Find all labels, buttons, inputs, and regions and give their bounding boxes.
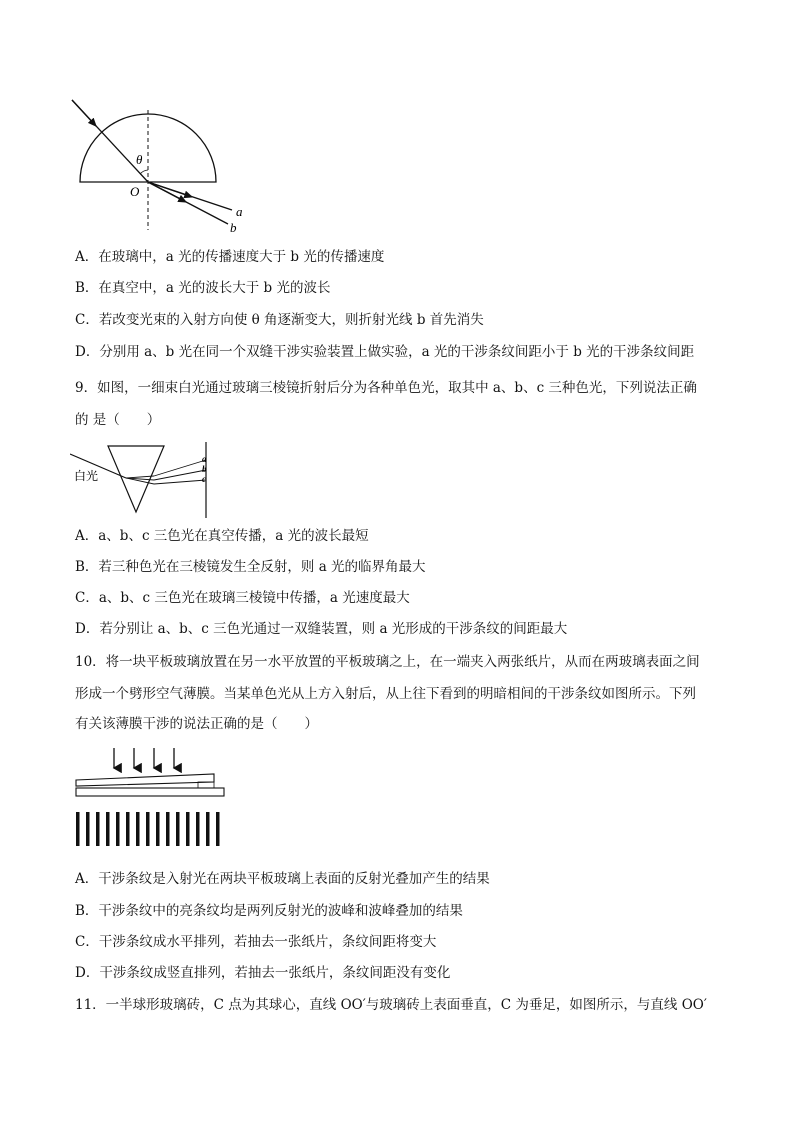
q10-option-b: B．干涉条纹中的亮条纹均是两列反射光的波峰和波峰叠加的结果 bbox=[75, 903, 463, 919]
semicircle-diagram bbox=[60, 92, 260, 242]
q10-stem-line1: 10．将一块平板玻璃放置在另一水平放置的平板玻璃之上，在一端夹入两张纸片，从而在两玻璃表面之间 bbox=[75, 654, 700, 670]
q8-option-b: B．在真空中，a 光的波长大于 b 光的波长 bbox=[75, 280, 331, 296]
a-label: a bbox=[236, 204, 243, 219]
q10-stem-line2: 形成一个劈形空气薄膜。当某单色光从上方入射后，从上往下看到的明暗相间的干涉条纹如图所示。下列 bbox=[75, 686, 696, 702]
q10-stem-line3: 有关该薄膜干涉的说法正确的是（ ） bbox=[75, 716, 318, 732]
thin-film-figure bbox=[72, 746, 232, 856]
q9-option-c: C．a、b、c 三色光在玻璃三棱镜中传播，a 光速度最大 bbox=[75, 590, 410, 606]
q11-stem-line1: 11．一半球形玻璃砖，C 点为其球心，直线 OO′与玻璃砖上表面垂直，C 为垂足，如图所示，与直线 OO′ bbox=[75, 997, 707, 1013]
theta-label: θ bbox=[136, 152, 143, 167]
bottom-glass-plate bbox=[76, 788, 224, 796]
q10-option-d: D．干涉条纹成竖直排列，若抽去一张纸片，条纹间距没有变化 bbox=[75, 965, 451, 981]
ray-c bbox=[154, 480, 206, 484]
q9-option-d: D．若分别让 a、b、c 三色光通过一双缝装置，则 a 光形成的干涉条纹的间距最大 bbox=[75, 621, 568, 637]
prism-b-label: b bbox=[202, 464, 207, 474]
q9-stem-line2: 的 是（ ） bbox=[75, 412, 161, 428]
prism-c-label: c bbox=[202, 474, 206, 484]
ray-b bbox=[154, 470, 206, 480]
q10-option-a: A．干涉条纹是入射光在两块平板玻璃上表面的反射光叠加产生的结果 bbox=[75, 871, 490, 887]
b-label: b bbox=[230, 220, 237, 235]
q8-option-d: D．分别用 a、b 光在同一个双缝干涉实验装置上做实验，a 光的干涉条纹间距小于 b 光的干涉条纹间距 bbox=[75, 344, 695, 360]
q9-option-b: B．若三种色光在三棱镜发生全反射，则 a 光的临界角最大 bbox=[75, 559, 426, 575]
prism-a-label: a bbox=[202, 454, 207, 464]
interference-fringes bbox=[76, 812, 220, 846]
top-glass-plate bbox=[76, 774, 214, 786]
q10-option-c: C．干涉条纹成水平排列，若抽去一张纸片，条纹间距将变大 bbox=[75, 934, 437, 950]
q8-option-c: C．若改变光束的入射方向使 θ 角逐渐变大，则折射光线 b 首先消失 bbox=[75, 312, 484, 328]
prism-diagram bbox=[70, 440, 220, 520]
q9-option-a: A．a、b、c 三色光在真空传播，a 光的波长最短 bbox=[75, 528, 369, 544]
white-light-label: 白光 bbox=[74, 469, 99, 483]
prism-figure bbox=[70, 440, 220, 520]
semicircle-refraction-figure bbox=[60, 92, 260, 242]
q9-stem-line1: 9．如图，一细束白光通过玻璃三棱镜折射后分为各种单色光，取其中 a、b、c 三种色光，下列说法正确 bbox=[75, 380, 697, 396]
q8-option-a: A．在玻璃中，a 光的传播速度大于 b 光的传播速度 bbox=[75, 249, 385, 265]
thin-film-diagram bbox=[72, 746, 232, 856]
o-label: O bbox=[130, 184, 140, 199]
ray-a bbox=[154, 460, 206, 476]
